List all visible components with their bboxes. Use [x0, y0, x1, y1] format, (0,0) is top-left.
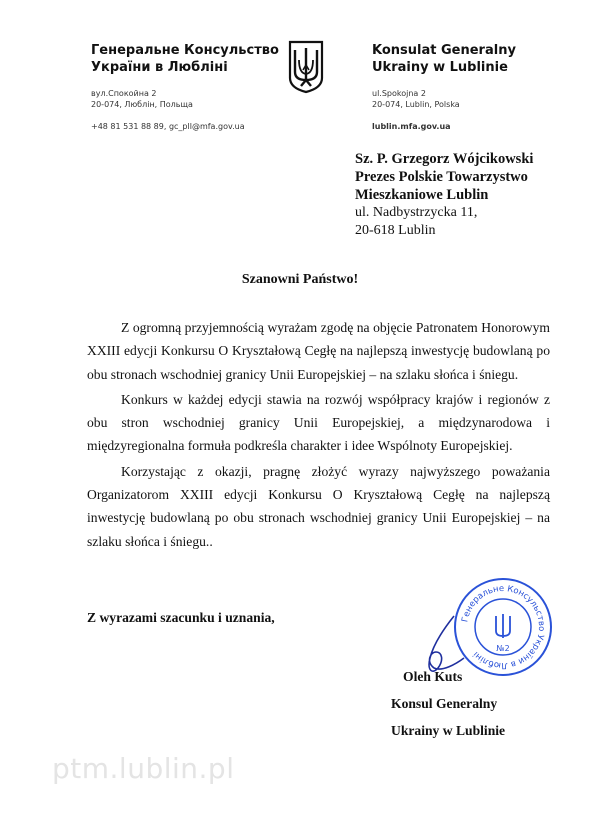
body-paragraph-1: Z ogromną przyjemnością wyrażam zgodę na objęcie Patronatem Honorowym XXIII edycji Konkursu O Kryształową Cegłę na najlepszą inwestycję budowlaną po obu stronach wschodniej granicy Unii Europejskiej – na szlaku słońca i śniegu. [87, 320, 550, 382]
header-left-title-line1: Генеральне Консульство [91, 43, 279, 58]
letter-body [87, 316, 550, 555]
header-left-title-line2: України в Любліні [91, 60, 228, 75]
stamp-number: №2 [496, 644, 510, 653]
header-right-address-line2: 20-074, Lublin, Polska [372, 100, 460, 109]
header-right-title-line2: Ukrainy w Lublinie [372, 60, 508, 75]
header-right-website: lublin.mfa.gov.ua [372, 122, 451, 131]
signatory-title-line1: Konsul Generalny [391, 696, 498, 711]
closing-phrase: Z wyrazami szacunku i uznania, [87, 610, 275, 625]
recipient-line5: 20-618 Lublin [355, 223, 436, 238]
body-paragraph-3: Korzystając z okazji, pragnę złożyć wyrazy najwyższego poważania Organizatorom XXIII edycji Konkursu O Kryształową Cegłę na najlepszą inwestycję budowlaną po obu stronach wschodniej granicy Unii Europejskiej – na szlaku słońca i śniegu.. [87, 463, 550, 549]
ukrainian-trident-icon [288, 40, 324, 94]
signature-block [391, 663, 505, 744]
recipient-address [355, 150, 533, 240]
header-left-contact: +48 81 531 88 89, gc_pll@mfa.gov.ua [91, 122, 245, 131]
header-left-address-line2: 20-074, Люблін, Польща [91, 100, 193, 109]
recipient-line3: Mieszkaniowe Lublin [355, 187, 489, 203]
stamp-text: Генеральне Консульство України в Любліні [460, 583, 547, 671]
stamp-trident-icon [496, 614, 510, 638]
watermark: ptm.lublin.pl [52, 752, 235, 785]
header-left-address-line1: вул.Спокойна 2 [91, 89, 157, 98]
body-paragraph-2: Konkurs w każdej edycji stawia na rozwój współpracy krajów i regionów z obu stron wschodniej granicy Unii Europejskiej, a międzynarodowa i międzyregionalna formuła podkreśla charakter i idee Wspólnoty Europejskiej. [87, 391, 550, 454]
signatory-title-line2: Ukrainy w Lublinie [391, 723, 506, 738]
signatory-name: Oleh Kuts [403, 669, 463, 684]
recipient-line1: Sz. P. Grzegorz Wójcikowski [355, 151, 534, 167]
recipient-line4: ul. Nadbystrzycka 11, [355, 205, 478, 220]
header-right-title-line1: Konsulat Generalny [372, 43, 516, 58]
header-right-address-line1: ul.Spokojna 2 [372, 89, 426, 98]
greeting: Szanowni Państwo! [241, 272, 359, 287]
recipient-line2: Prezes Polskie Towarzystwo [355, 169, 528, 185]
